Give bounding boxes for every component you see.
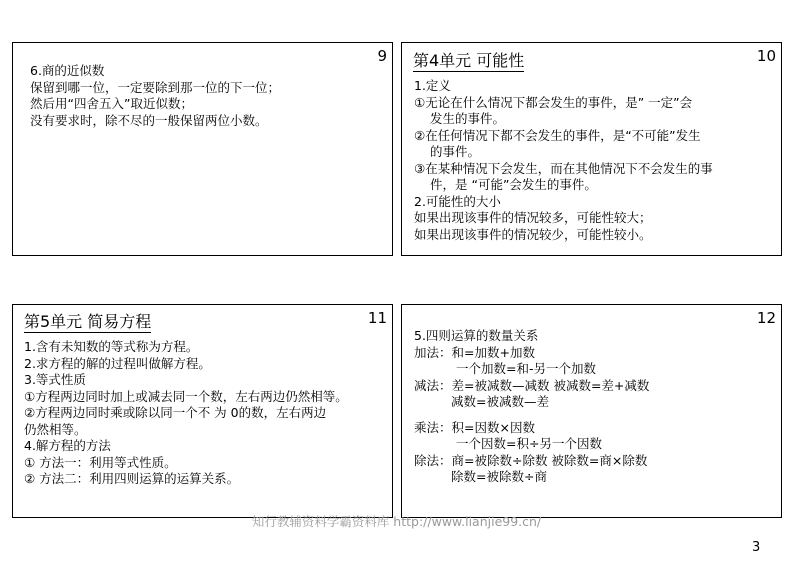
slide-number: 9 bbox=[377, 47, 387, 65]
slide-number: 11 bbox=[367, 309, 387, 327]
text-line: 然后用“四舍五入”取近似数； bbox=[30, 96, 193, 111]
text-line: 如果出现该事件的情况较多，可能性较大； bbox=[414, 210, 652, 225]
text-line: ①方程两边同时加上或减去同一个数，左右两边仍然相等。 bbox=[24, 388, 348, 404]
section-title: 3.等式性质 bbox=[24, 372, 86, 387]
text-line: 保留到哪一位，一定要除到那一位的下一位； bbox=[30, 79, 281, 95]
slide-card-11 bbox=[12, 304, 393, 518]
text-line: 乘法：积=因数×因数 bbox=[414, 419, 535, 435]
text-line: ③在某种情况下会发生，而在其他情况下不会发生的事 bbox=[414, 160, 713, 176]
slide-card-10 bbox=[401, 42, 782, 256]
text-line: 2.求方程的解的过程叫做解方程。 bbox=[24, 355, 211, 371]
text-line: ②在任何情况下都不会发生的事件，是“不可能”发生 bbox=[414, 127, 701, 143]
slide-body bbox=[414, 78, 713, 243]
section-title: 2.可能性的大小 bbox=[414, 193, 501, 209]
unit-heading: 第4单元 可能性 bbox=[413, 51, 525, 70]
text-line: 发生的事件。 bbox=[430, 111, 506, 126]
text-line: ② 方法二：利用四则运算的运算关系。 bbox=[24, 471, 240, 486]
text-line: 仍然相等。 bbox=[24, 421, 87, 437]
slide-number: 10 bbox=[756, 47, 776, 65]
text-line: 没有要求时，除不尽的一般保留两位小数。 bbox=[30, 112, 268, 128]
text-line: ②方程两边同时乘或除以同一个不 为 0的数，左右两边 bbox=[24, 405, 327, 420]
section-title: 5.四则运算的数量关系 bbox=[414, 328, 539, 343]
text-line: 减法：差=被减数—减数 被减数=差+减数 bbox=[414, 377, 650, 393]
watermark-text: 知行教辅资料学霸资料库 http://www.lianjie99.cn/ bbox=[251, 514, 542, 529]
page-number: 3 bbox=[752, 540, 761, 555]
slide-number: 12 bbox=[756, 309, 776, 327]
text-line: 除数=被除数÷商 bbox=[451, 469, 547, 484]
spacer bbox=[414, 411, 649, 420]
text-line: ①无论在什么情况下都会发生的事件，是” 一定”会 bbox=[414, 94, 693, 110]
section-title: 1.定义 bbox=[414, 78, 451, 93]
text-line: 的事件。 bbox=[430, 144, 481, 159]
text-line: 一个加数=和-另一个加数 bbox=[456, 361, 596, 376]
unit-heading: 第5单元 简易方程 bbox=[24, 312, 152, 331]
slide-body bbox=[24, 339, 348, 488]
text-line: 一个因数=积÷另一个因数 bbox=[456, 436, 602, 451]
slide-card-12 bbox=[401, 304, 782, 518]
text-line: 1.含有未知数的等式称为方程。 bbox=[24, 339, 199, 354]
slide-body bbox=[30, 63, 280, 129]
text-line: 如果出现该事件的情况较少，可能性较小。 bbox=[414, 226, 652, 242]
text-line: 件，是 “可能”会发生的事件。 bbox=[430, 177, 597, 192]
slide-card-9 bbox=[12, 42, 393, 256]
section-title: 4.解方程的方法 bbox=[24, 438, 111, 453]
slide-body bbox=[414, 328, 649, 486]
text-line: 减数=被减数—差 bbox=[451, 394, 549, 409]
text-line: 除法：商=被除数÷除数 被除数=商×除数 bbox=[414, 452, 648, 468]
text-line: ① 方法一：利用等式性质。 bbox=[24, 454, 177, 470]
text-line: 加法：和=加数+加数 bbox=[414, 344, 535, 360]
section-title: 6.商的近似数 bbox=[30, 63, 105, 78]
